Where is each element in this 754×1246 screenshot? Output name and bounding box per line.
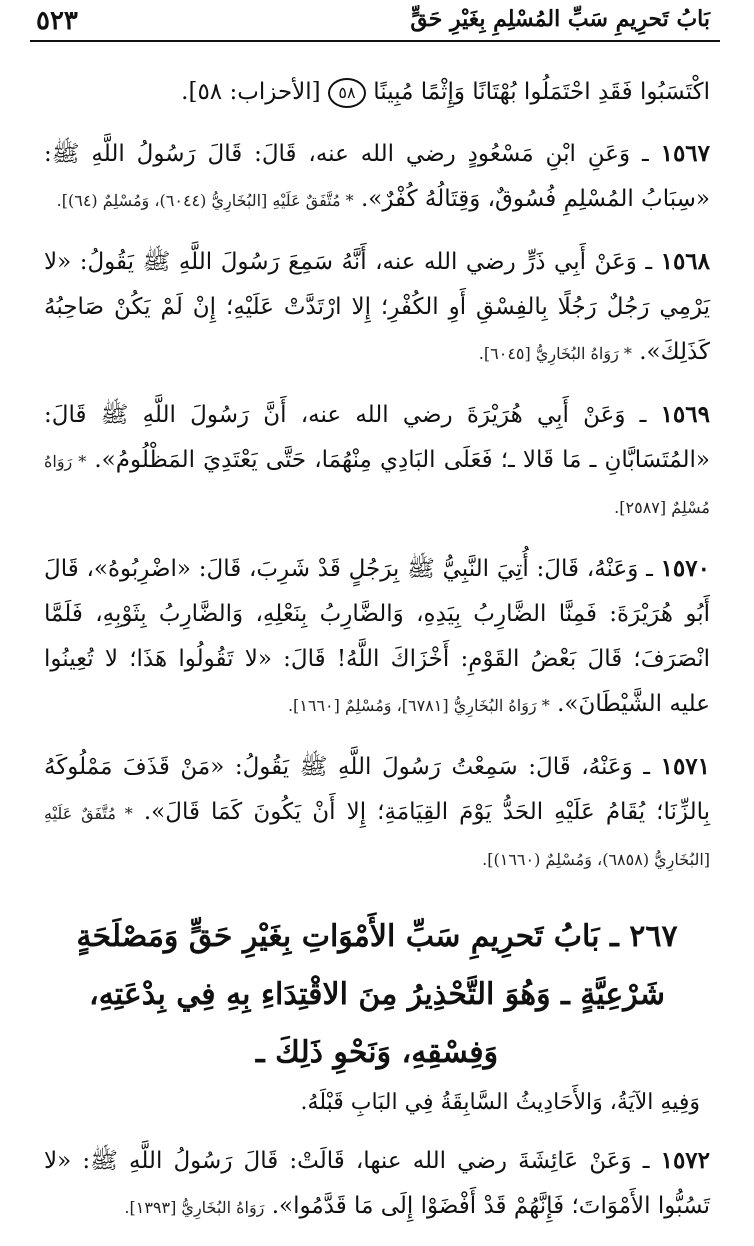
hadith-reference: * رَوَاهُ البُخَارِيُّ [٦٧٨١]، وَمُسْلِمٌ [١٦٦٠]. <box>287 696 550 715</box>
hadith-number: ١٥٧٢ <box>660 1147 711 1174</box>
hadith-1568 <box>44 239 710 376</box>
hadith-number: ١٥٧١ <box>660 753 711 780</box>
verse-end <box>44 70 710 115</box>
hadith-text: ـ وَعَنْهُ، قَالَ: سَمِعْتُ رَسُولَ اللَّهِ ﷺ يَقُولُ: «مَنْ قَذَفَ مَمْلُوكَهُ بِالزِّنَا؛ يُقَامُ عَلَيْهِ الحَدُّ يَوْمَ القِيَامَةِ؛ إِلا أَنْ يَكُونَ كَمَا قَالَ». <box>44 754 710 825</box>
hadith-1567 <box>44 131 710 223</box>
hadith-1571 <box>44 744 710 882</box>
hadith-reference: * رَوَاهُ مُسْلِمٌ [٢٥٨٧]. <box>44 452 710 517</box>
hadith-reference: * مُتَّفَقٌ عَلَيْهِ [البُخَارِيُّ (٦٨٥٨)، وَمُسْلِمٌ (١٦٦٠)]. <box>44 804 710 869</box>
hadith-text: ـ وَعَنْ عَائِشَةَ رضي الله عنها، قَالَتْ: قَالَ رَسُولُ اللَّهِ ﷺ: «لا تَسُبُّوا الأَمْوَاتَ؛ فَإِنَّهُمْ قَدْ أَفْضَوْا إِلَى مَا قَدَّمُوا». <box>44 1148 710 1219</box>
verse-citation: [الأحزاب: ٥٨]. <box>181 79 321 105</box>
hadith-1569 <box>44 392 710 530</box>
verse-text: اكْتَسَبُوا فَقَدِ احْتَمَلُوا بُهْتَانًا وَإِثْمًا مُبِينًا <box>373 79 710 105</box>
hadith-number: ١٥٦٧ <box>660 140 711 167</box>
hadith-text: ـ وَعَنْهُ، قَالَ: أُتِيَ النَّبِيُّ ﷺ بِرَجُلٍ قَدْ شَرِبَ، قَالَ: «اضْرِبُوهُ»، قَالَ أَبُو هُرَيْرَةَ: فَمِنَّا الضَّارِبُ بِيَدِهِ، وَالضَّارِبُ بِنَعْلِهِ، وَالضَّارِبُ بِثَوْبِهِ، فَلَمَّا انْصَرَفَ؛ قَالَ بَعْضُ القَوْمِ: أَخْزَاكَ اللَّهُ! قَالَ: «لا تَقُولُوا هَذَا؛ لا تُعِينُوا عليه الشَّيْطَانَ». <box>44 556 710 717</box>
hadith-text: ـ وَعَنْ أَبِي هُرَيْرَةَ رضي الله عنه، أَنَّ رَسُولَ اللَّهِ ﷺ قَالَ: «المُتَسَابَّانِ ـ مَا قَالا ـ؛ فَعَلَى البَادِي مِنْهُمَا، حَتَّى يَعْتَدِيَ المَظْلُومُ». <box>44 402 710 473</box>
ayah-marker: ٥٨ <box>328 78 366 108</box>
hadith-text: ـ وَعَنْ أَبِي ذَرٍّ رضي الله عنه، أَنَّهُ سَمِعَ رَسُولَ اللَّهِ ﷺ يَقُولُ: «لا يَرْمِي رَجُلٌ رَجُلًا بِالفِسْقِ أَوِ الكُفْرِ؛ إِلا ارْتَدَّتْ عَلَيْهِ؛ إِنْ لَمْ يَكُنْ صَاحِبُهُ كَذَلِكَ». <box>44 249 710 365</box>
page-body <box>44 70 710 1246</box>
header-rule <box>30 40 720 42</box>
hadith-1570 <box>44 546 710 728</box>
hadith-number: ١٥٦٨ <box>660 248 711 275</box>
page-number: ٥٢٣ <box>36 6 78 36</box>
running-title: بَابُ تَحرِيمِ سَبِّ المُسْلِمِ بِغَيْرِ حَقٍّ <box>410 6 710 32</box>
hadith-number: ١٥٦٩ <box>660 401 710 428</box>
hadith-reference: رَوَاهُ البُخَارِيُّ [١٣٩٣]. <box>124 1198 265 1217</box>
hadith-1572 <box>44 1138 710 1230</box>
hadith-text: ـ وَعَنِ ابْنِ مَسْعُودٍ رضي الله عنه، قَالَ: قَالَ رَسُولُ اللَّهِ ﷺ: «سِبَابُ المُسْلِمِ فُسُوقٌ، وَقِتَالُهُ كُفْرٌ». <box>44 141 710 212</box>
chapter-title: ٢٦٧ ـ بَابُ تَحرِيمِ سَبِّ الأَمْوَاتِ بِغَيْرِ حَقٍّ وَمَصْلَحَةٍ شَرْعِيَّةٍ ـ وَهُوَ التَّحْذِيرُ مِنَ الاقْتِدَاءِ بِهِ فِي بِدْعَتِهِ، وَفِسْقِهِ، وَنَحْوِ ذَلِكَ ـ <box>76 919 678 1070</box>
chapter-intro: وَفِيهِ الآيَةُ، وَالأَحَادِيثُ السَّابِقَةُ فِي البَابِ قَبْلَهُ. <box>300 1090 700 1115</box>
hadith-reference: * رَوَاهُ البُخَارِيُّ [٦٠٤٥]. <box>478 344 632 363</box>
hadith-reference: * مُتَّفَقٌ عَلَيْهِ [البُخَارِيُّ (٦٠٤٤)، وَمُسْلِمٌ (٦٤)]. <box>56 191 354 210</box>
page-header <box>0 0 754 38</box>
hadith-number: ١٥٧٠ <box>660 555 710 582</box>
